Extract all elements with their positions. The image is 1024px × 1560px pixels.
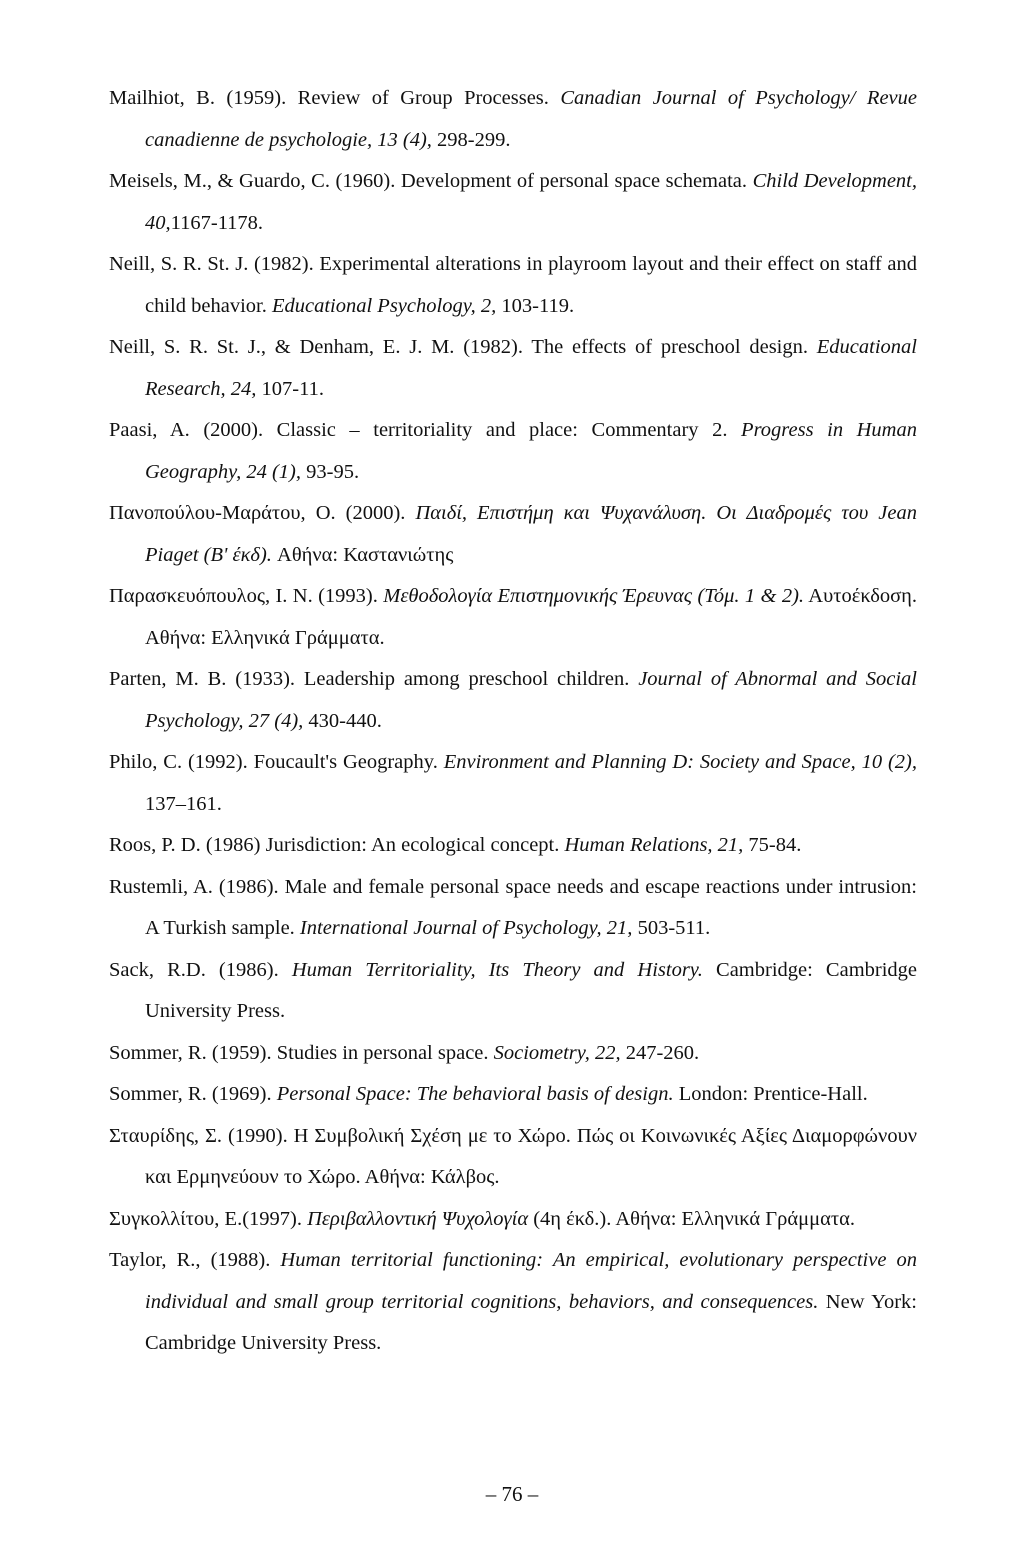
reference-text: Αυτοέκδοση. Αθήνα: Ελληνικά Γράμματα. bbox=[145, 585, 922, 649]
reference-entry bbox=[109, 825, 917, 867]
reference-title: Human Territoriality, Its Theory and History. bbox=[291, 958, 703, 981]
reference-text: 137–161. bbox=[145, 751, 923, 815]
reference-entry bbox=[109, 1116, 923, 1199]
reference-entry bbox=[109, 1199, 917, 1241]
reference-text: Taylor, R., (1988). bbox=[109, 1249, 281, 1271]
reference-text: New York: Cambridge University Press. bbox=[145, 1290, 923, 1354]
reference-text: Σταυρίδης, Σ. (1990). Η Συμβολική Σχέση με το Χώρο. Πώς οι Κοινωνικές Αξίες Διαμορφώνουν και Ερμηνεύουν το Χώρο. Αθήνα: Κάλβος. bbox=[109, 1124, 923, 1188]
reference-title: Educational Research, 24, bbox=[145, 336, 923, 400]
reference-entry bbox=[109, 244, 923, 327]
reference-text: Mailhiot, B. (1959). Review of Group Processes. bbox=[109, 87, 561, 109]
reference-text: Cambridge: Cambridge University Press. bbox=[145, 958, 923, 1022]
reference-text: Philo, C. (1992). Foucault's Geography. bbox=[109, 751, 444, 773]
reference-text: Sommer, R. (1969). bbox=[109, 1083, 277, 1105]
reference-title: Μεθοδολογία Επιστημονικής Έρευνας (Τόμ. 1 & 2). bbox=[383, 585, 805, 607]
reference-text: 247-260. bbox=[620, 1041, 700, 1064]
reference-entry bbox=[109, 742, 923, 825]
reference-entry bbox=[109, 78, 923, 161]
page-number: – 76 – bbox=[485, 1482, 539, 1506]
reference-title: Human territorial functioning: An empirical, evolutionary perspective on individual and small group territorial cognitions, behaviors, and consequences. bbox=[145, 1249, 923, 1313]
reference-title: Περιβαλλοντική Ψυχολογία bbox=[307, 1207, 529, 1230]
reference-text: Συγκολλίτου, Ε.(1997). bbox=[109, 1207, 308, 1230]
reference-title: Environment and Planning D: Society and Space, 10 (2), bbox=[443, 751, 917, 773]
reference-text: London: Prentice-Hall. bbox=[673, 1083, 868, 1105]
reference-text: 103-119. bbox=[496, 294, 575, 317]
reference-entry bbox=[109, 659, 923, 742]
reference-title: Personal Space: The behavioral basis of design. bbox=[276, 1083, 674, 1105]
reference-text: 1167-1178. bbox=[170, 211, 264, 234]
reference-text: Neill, S. R. St. J., & Denham, E. J. M. (1982). The effects of preschool design. bbox=[109, 336, 817, 358]
reference-entry bbox=[109, 950, 923, 1033]
reference-text: Αθήνα: Καστανιώτης bbox=[271, 543, 454, 566]
reference-entry bbox=[109, 410, 923, 493]
reference-entry bbox=[109, 1240, 923, 1365]
reference-title: International Journal of Psychology, 21, bbox=[299, 917, 633, 939]
reference-text: Roos, P. D. (1986) Jurisdiction: An ecological concept. bbox=[109, 834, 565, 856]
reference-text: 503-511. bbox=[632, 917, 711, 939]
reference-list bbox=[109, 78, 923, 1365]
reference-text: Meisels, M., & Guardo, C. (1960). Development of personal space schemata. bbox=[109, 170, 753, 192]
reference-title: Child Development, 40, bbox=[145, 170, 923, 234]
reference-text: Paasi, A. (2000). Classic – territoriality and place: Commentary 2. bbox=[109, 419, 742, 441]
reference-text: 298-299. bbox=[431, 128, 511, 151]
reference-title: Human Relations, 21, bbox=[564, 834, 744, 856]
reference-text: Parten, M. B. (1933). Leadership among preschool children. bbox=[109, 668, 639, 690]
reference-entry bbox=[109, 1074, 917, 1116]
reference-text: Πανοπούλου-Μαράτου, Ο. (2000). bbox=[109, 502, 416, 524]
reference-title: Sociometry, 22, bbox=[493, 1041, 621, 1064]
reference-entry bbox=[109, 1033, 917, 1075]
reference-entry bbox=[109, 576, 922, 659]
reference-text: Sommer, R. (1959). Studies in personal space. bbox=[109, 1041, 494, 1064]
reference-text: 107-11. bbox=[256, 377, 324, 400]
reference-entry bbox=[109, 867, 921, 950]
reference-text: 75-84. bbox=[743, 834, 802, 856]
reference-text: Sack, R.D. (1986). bbox=[109, 958, 292, 981]
reference-text: (4η έκδ.). Αθήνα: Ελληνικά Γράμματα. bbox=[528, 1207, 855, 1230]
reference-text: Rustemli, A. (1986). Male and female personal space needs and escape reactions under intrusion: A Turkish sample. bbox=[109, 875, 921, 939]
reference-entry bbox=[109, 161, 923, 244]
reference-title: Educational Psychology, 2, bbox=[271, 294, 497, 317]
reference-text: 93-95. bbox=[301, 460, 360, 483]
reference-title: Canadian Journal of Psychology/ Revue canadienne de psychologie, 13 (4), bbox=[145, 87, 923, 151]
reference-text: Neill, S. R. St. J. (1982). Experimental alterations in playroom layout and their effect on staff and child behavior. bbox=[109, 253, 923, 317]
reference-entry bbox=[109, 493, 923, 576]
reference-entry bbox=[109, 327, 923, 410]
reference-title: Progress in Human Geography, 24 (1), bbox=[145, 419, 923, 483]
reference-title: Παιδί, Επιστήμη και Ψυχανάλυση. Οι Διαδρομές του Jean Piaget (Β' έκδ). bbox=[145, 502, 923, 566]
reference-title: Journal of Abnormal and Social Psychology, 27 (4), bbox=[145, 668, 923, 732]
reference-text: 430-440. bbox=[303, 709, 382, 732]
reference-text: Παρασκευόπουλος, Ι. Ν. (1993). bbox=[109, 585, 384, 607]
